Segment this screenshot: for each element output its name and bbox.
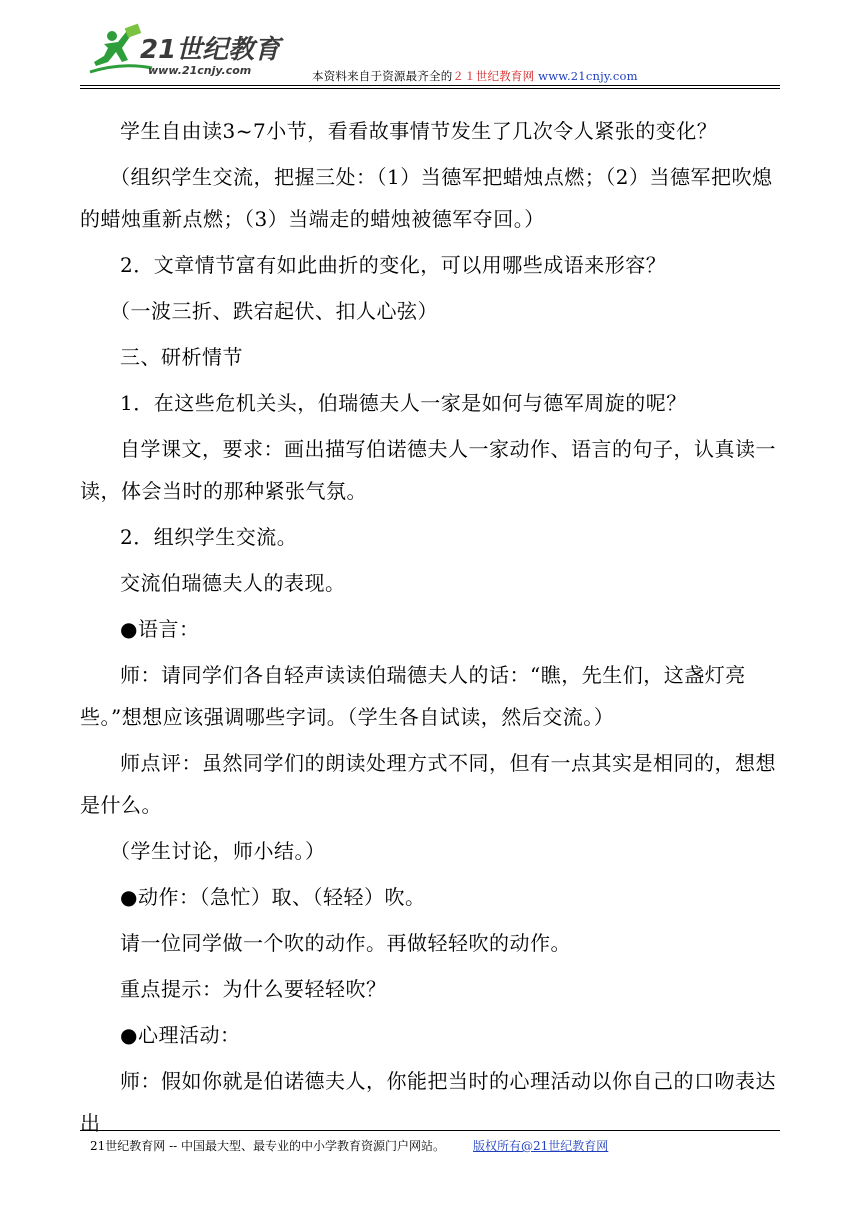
bullet-item: ●心理活动： <box>120 1023 241 1047</box>
paragraph: （组织学生交流，把握三处：（1）当德军把蜡烛点燃；（2）当德军把吹熄的蜡烛重新点燃；（3）当端走的蜡烛被德军夺回。） <box>80 165 773 231</box>
paragraph: 2．文章情节富有如此曲折的变化，可以用哪些成语来形容？ <box>120 253 667 277</box>
footer-copyright-link[interactable]: 版权所有@21世纪教育网 <box>473 1139 609 1153</box>
page-footer <box>90 1137 608 1154</box>
header-rule-thin <box>80 88 780 89</box>
paragraph: 自学课文，要求：画出描写伯诺德夫人一家动作、语言的句子，认真读一读，体会当时的那种紧张气氛。 <box>80 437 776 503</box>
paragraph: 学生自由读3~7小节，看看故事情节发生了几次令人紧张的变化？ <box>120 119 718 143</box>
site-logo <box>82 22 302 82</box>
section-heading: 三、研析情节 <box>120 345 243 369</box>
footer-text: 21世纪教育网 -- 中国最大型、最专业的中小学教育资源门户网站。 <box>90 1139 446 1153</box>
paragraph: （学生讨论，师小结。） <box>110 839 326 863</box>
paragraph: 师点评：虽然同学们的朗读处理方式不同，但有一点其实是相同的，想想是什么。 <box>80 751 776 817</box>
bullet-item: ●语言： <box>120 617 200 641</box>
document-body <box>80 110 784 1148</box>
footer-rule <box>80 1130 780 1131</box>
paragraph: 师：请同学们各自轻声读读伯瑞德夫人的话：“瞧，先生们，这盏灯亮些。”想想应该强调哪些字词。（学生各自试读，然后交流。） <box>80 663 746 729</box>
header-note-prefix: 本资料来自于资源最齐全的 <box>312 69 453 83</box>
paragraph: 师：假如你就是伯诺德夫人，你能把当时的心理活动以你自己的口吻表达出 <box>80 1069 776 1135</box>
paragraph: 2．组织学生交流。 <box>120 525 298 549</box>
paragraph: 请一位同学做一个吹的动作。再做轻轻吹的动作。 <box>120 931 571 955</box>
bullet-item: ●动作：（急忙）取、（轻轻）吹。 <box>120 885 426 909</box>
paragraph: 重点提示：为什么要轻轻吹？ <box>120 977 387 1001</box>
logo-text: 21世纪教育 <box>140 35 281 65</box>
paragraph: 交流伯瑞德夫人的表现。 <box>120 571 346 595</box>
header-note-url[interactable]: www.21cnjy.com <box>538 69 638 83</box>
paragraph: 1．在这些危机关头，伯瑞德夫人一家是如何与德军周旋的呢？ <box>120 391 687 415</box>
header-rule <box>80 85 780 86</box>
paragraph: （一波三折、跌宕起伏、扣人心弦） <box>110 299 438 323</box>
header-note <box>312 68 638 84</box>
header-note-highlight: ２１世纪教育网 <box>452 69 535 83</box>
page-header <box>0 0 860 96</box>
logo-url: www.21cnjy.com <box>148 64 252 77</box>
